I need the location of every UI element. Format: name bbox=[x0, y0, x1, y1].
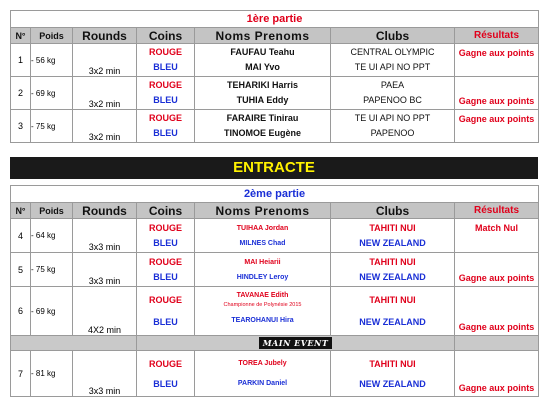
header-poids: Poids bbox=[31, 28, 73, 44]
bout-weight: - 64 kg bbox=[31, 219, 73, 253]
main-event-label: MAIN EVENT bbox=[137, 336, 455, 351]
bout-weight: - 56 kg bbox=[31, 44, 73, 77]
bout-number: 5 bbox=[11, 253, 31, 287]
corner-red: ROUGE bbox=[148, 256, 182, 267]
corner-red: ROUGE bbox=[148, 80, 182, 90]
fighter-blue: MILNES Chad bbox=[239, 239, 286, 247]
fighter-red: TUIHAA Jordan bbox=[236, 224, 289, 232]
club-blue: TE UI API NO PPT bbox=[354, 62, 431, 72]
part1-table bbox=[10, 10, 539, 143]
bout-corners bbox=[137, 219, 195, 253]
bout-number: 2 bbox=[11, 77, 31, 110]
corner-blue: BLEU bbox=[153, 271, 178, 282]
bout-corners bbox=[137, 77, 195, 110]
corner-blue: BLEU bbox=[153, 128, 178, 138]
bout-result: Match Nul bbox=[455, 219, 539, 253]
header-coins: Coins bbox=[137, 28, 195, 44]
fighter-red: MAI Heiarii bbox=[244, 258, 281, 266]
bout-clubs bbox=[331, 287, 455, 336]
fighter-red: FARAIRE Tinirau bbox=[226, 113, 299, 123]
header-rounds: Rounds bbox=[73, 28, 137, 44]
bout-corners bbox=[137, 253, 195, 287]
bout-weight: - 75 kg bbox=[31, 110, 73, 143]
bout-number: 3 bbox=[11, 110, 31, 143]
bout-number: 6 bbox=[11, 287, 31, 336]
bout-fighters bbox=[195, 219, 331, 253]
bout-fighters bbox=[195, 253, 331, 287]
bout-clubs bbox=[331, 44, 455, 77]
header-names: Noms Prenoms bbox=[195, 28, 331, 44]
bout-rounds: 3x3 min bbox=[73, 351, 137, 397]
fighter-red: FAUFAU Teahu bbox=[230, 47, 295, 57]
part1-header-row bbox=[11, 28, 539, 44]
fighter-blue: TINOMOE Eugène bbox=[223, 128, 301, 138]
bout-number: 4 bbox=[11, 219, 31, 253]
club-blue: PAPENOO BC bbox=[363, 95, 422, 105]
corner-red: ROUGE bbox=[148, 222, 182, 233]
bout-weight: - 69 kg bbox=[31, 77, 73, 110]
bout-row bbox=[11, 253, 539, 287]
corner-red: ROUGE bbox=[148, 295, 182, 305]
fighter-red: TAVANAE Edith bbox=[236, 291, 289, 299]
fighter-red: TOREA Jubely bbox=[238, 359, 287, 367]
bout-corners bbox=[137, 351, 195, 397]
bout-rounds: 3x2 min bbox=[73, 44, 137, 77]
club-red: TAHITI NUI bbox=[369, 222, 416, 233]
bout-weight: - 69 kg bbox=[31, 287, 73, 336]
bout-result: Gagne aux points bbox=[455, 287, 539, 336]
header-coins: Coins bbox=[137, 203, 195, 219]
bout-clubs bbox=[331, 253, 455, 287]
header-poids: Poids bbox=[31, 203, 73, 219]
fighter-note: Championne de Polynésie 2015 bbox=[223, 301, 302, 308]
part2-table bbox=[10, 185, 539, 397]
part2-card bbox=[10, 185, 538, 397]
club-red: TE UI API NO PPT bbox=[354, 113, 431, 123]
club-blue: NEW ZEALAND bbox=[359, 317, 426, 327]
header-names: Noms Prenoms bbox=[195, 203, 331, 219]
bout-corners bbox=[137, 110, 195, 143]
part1-card bbox=[10, 10, 538, 143]
bout-fighters bbox=[195, 287, 331, 336]
fighter-blue: PARKIN Daniel bbox=[237, 379, 288, 387]
bout-rounds: 3x2 min bbox=[73, 77, 137, 110]
corner-red: ROUGE bbox=[148, 113, 182, 123]
bout-row bbox=[11, 287, 539, 336]
part1-title: 1ère partie bbox=[11, 11, 539, 28]
bout-weight: - 75 kg bbox=[31, 253, 73, 287]
header-resultats: Résultats bbox=[455, 28, 539, 44]
header-num: N° bbox=[11, 28, 31, 44]
fighter-blue: MAI Yvo bbox=[245, 62, 280, 72]
club-blue: NEW ZEALAND bbox=[359, 378, 426, 389]
part2-header-row bbox=[11, 203, 539, 219]
bout-rounds: 4X2 min bbox=[73, 287, 137, 336]
bout-rounds: 3x3 min bbox=[73, 219, 137, 253]
bout-fighters bbox=[195, 77, 331, 110]
bout-row bbox=[11, 44, 539, 77]
corner-blue: BLEU bbox=[153, 237, 178, 248]
bout-number: 1 bbox=[11, 44, 31, 77]
header-resultats: Résultats bbox=[455, 203, 539, 219]
bout-clubs bbox=[331, 110, 455, 143]
club-blue: NEW ZEALAND bbox=[359, 237, 426, 248]
club-red: PAEA bbox=[380, 80, 405, 90]
entracte-banner: ENTRACTE bbox=[10, 157, 538, 179]
corner-blue: BLEU bbox=[153, 95, 178, 105]
bout-result: Gagne aux points bbox=[455, 253, 539, 287]
bout-corners bbox=[137, 44, 195, 77]
corner-red: ROUGE bbox=[148, 358, 182, 369]
club-red: CENTRAL OLYMPIC bbox=[350, 47, 435, 57]
bout-row bbox=[11, 77, 539, 110]
corner-blue: BLEU bbox=[153, 317, 178, 327]
bout-fighters bbox=[195, 44, 331, 77]
bout-corners bbox=[137, 287, 195, 336]
bout-rounds: 3x2 min bbox=[73, 110, 137, 143]
bout-clubs bbox=[331, 77, 455, 110]
bout-number: 7 bbox=[11, 351, 31, 397]
part2-title: 2ème partie bbox=[11, 186, 539, 203]
fighter-blue: HINDLEY Leroy bbox=[236, 273, 289, 281]
header-num: N° bbox=[11, 203, 31, 219]
fighter-blue: TEAROHANUI Hira bbox=[231, 316, 294, 324]
corner-blue: BLEU bbox=[153, 378, 178, 389]
corner-red: ROUGE bbox=[148, 47, 182, 57]
bout-weight: - 81 kg bbox=[31, 351, 73, 397]
club-red: TAHITI NUI bbox=[369, 358, 416, 369]
fighter-red: TEHARIKI Harris bbox=[226, 80, 298, 90]
bout-result: Gagne aux points bbox=[455, 44, 539, 77]
bout-fighters bbox=[195, 351, 331, 397]
header-clubs: Clubs bbox=[331, 203, 455, 219]
header-clubs: Clubs bbox=[331, 28, 455, 44]
header-rounds: Rounds bbox=[73, 203, 137, 219]
club-red: TAHITI NUI bbox=[369, 295, 416, 305]
club-blue: PAPENOO bbox=[370, 128, 415, 138]
bout-fighters bbox=[195, 110, 331, 143]
club-red: TAHITI NUI bbox=[369, 256, 416, 267]
bout-result: Gagne aux points bbox=[455, 351, 539, 397]
bout-row bbox=[11, 110, 539, 143]
club-blue: NEW ZEALAND bbox=[359, 271, 426, 282]
bout-clubs bbox=[331, 351, 455, 397]
bout-clubs bbox=[331, 219, 455, 253]
bout-result: Gagne aux points bbox=[455, 77, 539, 110]
bout-rounds: 3x3 min bbox=[73, 253, 137, 287]
main-event-row bbox=[11, 336, 539, 351]
bout-row bbox=[11, 219, 539, 253]
corner-blue: BLEU bbox=[153, 62, 178, 72]
bout-row bbox=[11, 351, 539, 397]
fighter-blue: TUHIA Eddy bbox=[236, 95, 289, 105]
bout-result: Gagne aux points bbox=[455, 110, 539, 143]
